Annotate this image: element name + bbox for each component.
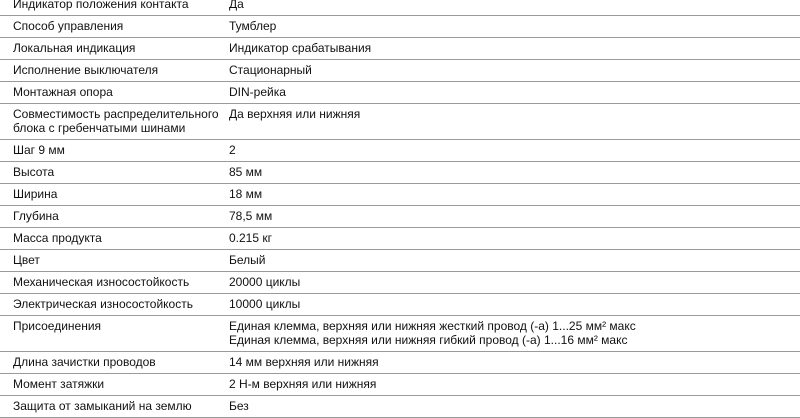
spec-value [229,162,800,183]
spec-label: Высота [13,165,55,179]
spec-row [0,140,800,162]
spec-value [229,140,800,161]
spec-row [0,0,800,16]
spec-value-line: 85 мм [229,165,263,179]
spec-value [229,374,800,395]
spec-label: Защита от замыканий на землю [13,399,192,413]
spec-label: Присоединения [13,319,102,333]
spec-value-line: 10000 циклы [229,297,301,311]
spec-label: Исполнение выключателя [13,63,159,77]
spec-row [0,184,800,206]
spec-value [229,228,800,249]
spec-row [0,60,800,82]
spec-value-line: 2 Н-м верхняя или нижняя [229,377,377,391]
spec-label: Глубина [13,209,59,223]
spec-value [229,104,800,139]
spec-value-line: Да верхняя или нижняя [229,107,361,121]
spec-value [229,0,800,15]
spec-value [229,206,800,227]
spec-value-line: Да [229,0,244,11]
spec-row [0,250,800,272]
spec-row [0,316,800,352]
spec-value [229,294,800,315]
spec-value-line: 0.215 кг [229,231,272,245]
spec-label: Механическая износостойкость [13,275,190,289]
spec-value-line: Тумблер [229,19,277,33]
spec-value [229,184,800,205]
spec-row [0,16,800,38]
spec-value-line: DIN-рейка [229,85,286,99]
spec-row [0,272,800,294]
spec-label: Длина зачистки проводов [13,355,156,369]
spec-value [229,352,800,373]
spec-row [0,352,800,374]
spec-row [0,228,800,250]
spec-label: Электрическая износостойкость [13,297,193,311]
spec-value-line: Стационарный [229,63,312,77]
spec-label: Шаг 9 мм [13,143,65,157]
spec-value-line: 14 мм верхняя или нижняя [229,355,379,369]
spec-value [229,316,800,351]
spec-label: Масса продукта [13,231,102,245]
spec-value-line: 20000 циклы [229,275,301,289]
spec-row [0,104,800,140]
spec-label: Локальная индикация [13,41,136,55]
spec-value [229,82,800,103]
spec-value-line: Без [229,399,249,413]
spec-label: Способ управления [13,19,124,33]
spec-label: Монтажная опора [13,85,113,99]
spec-value [229,16,800,37]
spec-row [0,374,800,396]
spec-value-line: Единая клемма, верхняя или нижняя гибкий провод (-а) 1...16 мм² макс [229,333,628,347]
spec-row [0,162,800,184]
spec-value [229,38,800,59]
spec-row [0,38,800,60]
spec-row [0,82,800,104]
spec-label: Цвет [13,253,40,267]
spec-value [229,396,800,417]
spec-label: Момент затяжки [13,377,105,391]
spec-value [229,250,800,271]
spec-value-line: Белый [229,253,266,267]
spec-label: Совместимость распределительного блока с гребенчатыми шинами [13,107,219,135]
spec-label: Индикатор положения контакта [13,0,189,11]
spec-value-line: 78,5 мм [229,209,273,223]
spec-label: Ширина [13,187,58,201]
spec-value [229,272,800,293]
spec-row [0,206,800,228]
spec-value-line: 2 [229,143,236,157]
spec-row [0,294,800,316]
spec-value-line: Индикатор срабатывания [229,41,372,55]
spec-row [0,396,800,418]
spec-value-line: 18 мм [229,187,263,201]
spec-value [229,60,800,81]
spec-value-line: Единая клемма, верхняя или нижняя жесткий провод (-а) 1...25 мм² макс [229,319,636,333]
